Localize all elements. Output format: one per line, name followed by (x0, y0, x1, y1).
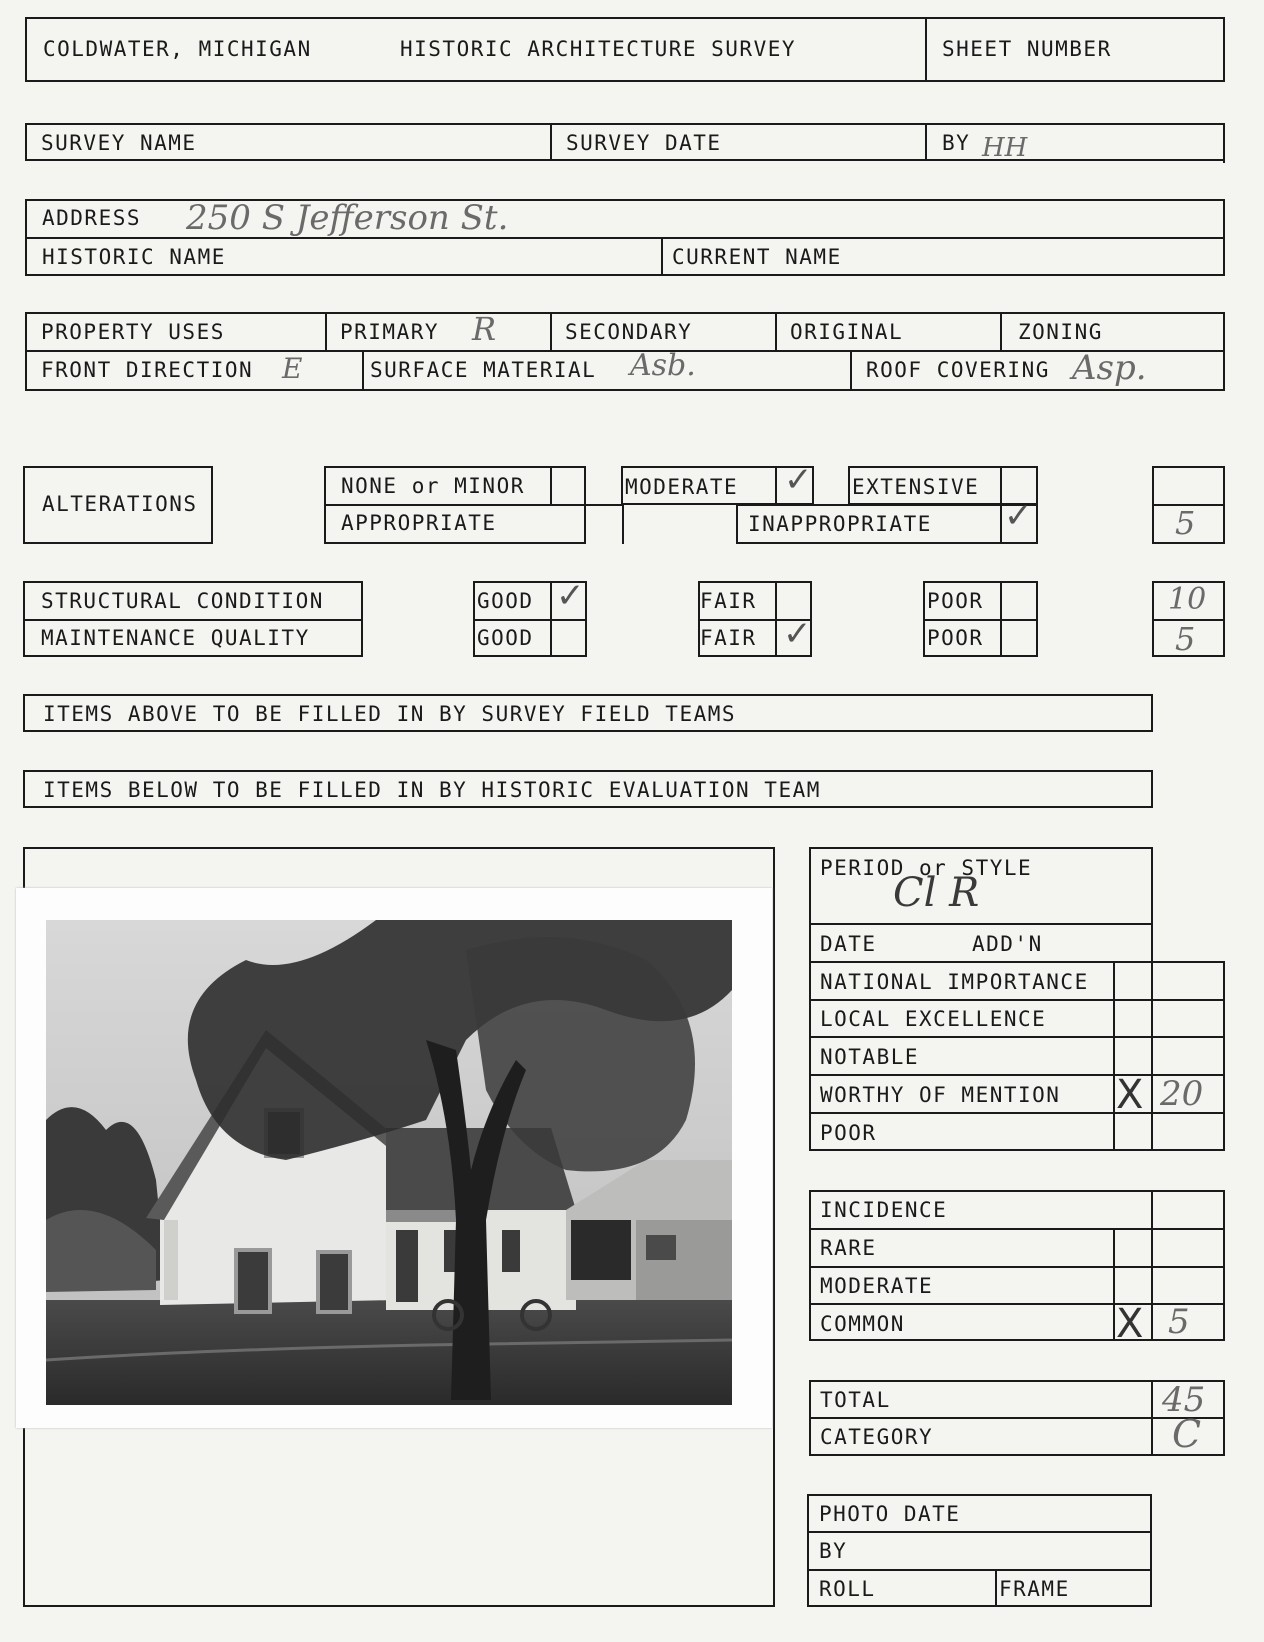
note-below: ITEMS BELOW TO BE FILLED IN BY HISTORIC EVALUATION TEAM (43, 778, 821, 802)
survey-name-label: SURVEY NAME (41, 131, 197, 155)
incidence-moderate-label: MODERATE (820, 1274, 934, 1298)
good-divider (473, 619, 587, 621)
maintenance-quality-label: MAINTENANCE QUALITY (41, 626, 310, 650)
good-check-col (550, 581, 552, 657)
structural-good-label: GOOD (477, 589, 534, 613)
structural-condition-label: STRUCTURAL CONDITION (41, 589, 324, 613)
surface-material-label: SURFACE MATERIAL (370, 358, 597, 382)
photo-by-label: BY (819, 1539, 848, 1563)
total-label: TOTAL (820, 1388, 891, 1412)
period-style-value[interactable]: Cl R (893, 870, 980, 916)
current-name-label: CURRENT NAME (672, 245, 842, 269)
maintenance-score[interactable]: 5 (1175, 620, 1196, 658)
importance-row-2 (809, 1036, 1225, 1038)
roll-label: ROLL (819, 1577, 876, 1601)
maintenance-good-label: GOOD (477, 626, 534, 650)
sheet-number-label: SHEET NUMBER (942, 37, 1112, 61)
none-minor-label: NONE or MINOR (341, 474, 525, 498)
incidence-row-3 (809, 1266, 1225, 1268)
primary-value[interactable]: R (472, 310, 497, 348)
incidence-row-1 (1153, 1190, 1155, 1192)
importance-col-2 (1151, 961, 1153, 1151)
total-value[interactable]: 45 (1162, 1380, 1206, 1420)
importance-row-1 (809, 999, 1225, 1001)
house-photo (46, 920, 732, 1405)
survey-right-edge (1223, 123, 1225, 163)
property-col-2 (550, 312, 552, 351)
alt-row-divider-a (324, 504, 624, 506)
local-excellence-label: LOCAL EXCELLENCE (820, 1007, 1047, 1031)
evaluation-poor-label: POOR (820, 1121, 877, 1145)
totals-col (1151, 1380, 1153, 1456)
addn-label: ADD'N (972, 932, 1043, 956)
condition-labels-divider (23, 619, 363, 621)
category-label: CATEGORY (820, 1425, 934, 1449)
roof-covering-value[interactable]: Asp. (1072, 348, 1147, 388)
national-importance-label: NATIONAL IMPORTANCE (820, 970, 1089, 994)
property-col-1 (325, 312, 327, 351)
common-label: COMMON (820, 1312, 905, 1336)
extensive-check-col (1000, 466, 1002, 505)
form-title: HISTORIC ARCHITECTURE SURVEY (400, 37, 797, 61)
property-col-4 (1000, 312, 1002, 351)
extensive-label: EXTENSIVE (852, 475, 980, 499)
worthy-x-mark[interactable]: X (1116, 1072, 1144, 1118)
photo-info-row-2 (807, 1569, 1152, 1571)
incidence-col-2 (1151, 1190, 1153, 1341)
moderate-checkmark[interactable]: ✓ (784, 460, 813, 500)
survey-by-label: BY (942, 131, 971, 155)
inappropriate-check-col (1000, 504, 1002, 544)
poor-check-col (1000, 581, 1002, 657)
photo-date-label: PHOTO DATE (819, 1502, 961, 1526)
poor-divider (923, 619, 1038, 621)
property-col-3 (775, 312, 777, 351)
front-direction-label: FRONT DIRECTION (41, 358, 254, 382)
maintenance-poor-label: POOR (927, 626, 984, 650)
maintenance-fair-checkmark[interactable]: ✓ (783, 614, 812, 654)
name-divider (661, 237, 663, 276)
incidence-label: INCIDENCE (820, 1198, 948, 1222)
primary-label: PRIMARY (340, 320, 440, 344)
note-above: ITEMS ABOVE TO BE FILLED IN BY SURVEY FIELD TEAMS (43, 702, 737, 726)
property-col-5 (362, 350, 364, 391)
inappropriate-checkmark[interactable]: ✓ (1004, 496, 1033, 536)
incidence-col-1 (1113, 1228, 1115, 1341)
header-divider (925, 17, 927, 82)
frame-label: FRAME (999, 1577, 1070, 1601)
property-col-6 (850, 350, 852, 391)
secondary-label: SECONDARY (565, 320, 693, 344)
zoning-label: ZONING (1018, 320, 1103, 344)
city-label: COLDWATER, MICHIGAN (43, 37, 312, 61)
structural-good-checkmark[interactable]: ✓ (556, 576, 585, 616)
category-value[interactable]: C (1172, 1412, 1202, 1456)
worthy-score[interactable]: 20 (1160, 1074, 1204, 1114)
property-uses-label: PROPERTY USES (41, 320, 225, 344)
inappropriate-label: INAPPROPRIATE (748, 512, 932, 536)
structural-score[interactable]: 10 (1168, 582, 1207, 617)
address-value[interactable]: 250 S Jefferson St. (186, 198, 509, 238)
notable-label: NOTABLE (820, 1045, 920, 1069)
moderate-check-col (775, 466, 777, 505)
rare-label: RARE (820, 1236, 877, 1260)
structural-fair-label: FAIR (700, 589, 757, 613)
common-x-mark[interactable]: X (1116, 1301, 1144, 1347)
historic-name-label: HISTORIC NAME (42, 245, 226, 269)
survey-date-label: SURVEY DATE (566, 131, 722, 155)
original-label: ORIGINAL (790, 320, 904, 344)
survey-divider-1 (550, 123, 552, 161)
alterations-label: ALTERATIONS (42, 492, 198, 516)
period-style-label: PERIOD or STYLE (820, 856, 1033, 880)
worthy-of-mention-label: WORTHY OF MENTION (820, 1083, 1061, 1107)
survey-by-value[interactable]: HH (982, 133, 1028, 163)
date-label: DATE (820, 932, 877, 956)
moderate-label: MODERATE (625, 475, 739, 499)
incidence-row-2 (809, 1228, 1225, 1230)
alt-check-col-a (550, 466, 552, 505)
fair-check-col (775, 581, 777, 657)
photo-info-row-1 (807, 1531, 1152, 1533)
structural-poor-label: POOR (927, 589, 984, 613)
address-label: ADDRESS (42, 206, 142, 230)
roof-covering-label: ROOF COVERING (866, 358, 1050, 382)
alterations-score[interactable]: 5 (1175, 504, 1196, 542)
front-direction-value[interactable]: E (282, 352, 303, 385)
photo-info-col (995, 1569, 997, 1607)
common-score[interactable]: 5 (1168, 1302, 1190, 1342)
incidence-row-4 (809, 1303, 1225, 1305)
surface-material-value[interactable]: Asb. (630, 348, 696, 383)
maintenance-fair-label: FAIR (700, 626, 757, 650)
appropriate-label: APPROPRIATE (341, 511, 497, 535)
property-divider (25, 350, 1225, 352)
survey-divider-2 (925, 123, 927, 161)
alt-check-col-b (622, 504, 624, 544)
house-photo-image (46, 920, 732, 1405)
importance-col-1 (1113, 961, 1115, 1151)
